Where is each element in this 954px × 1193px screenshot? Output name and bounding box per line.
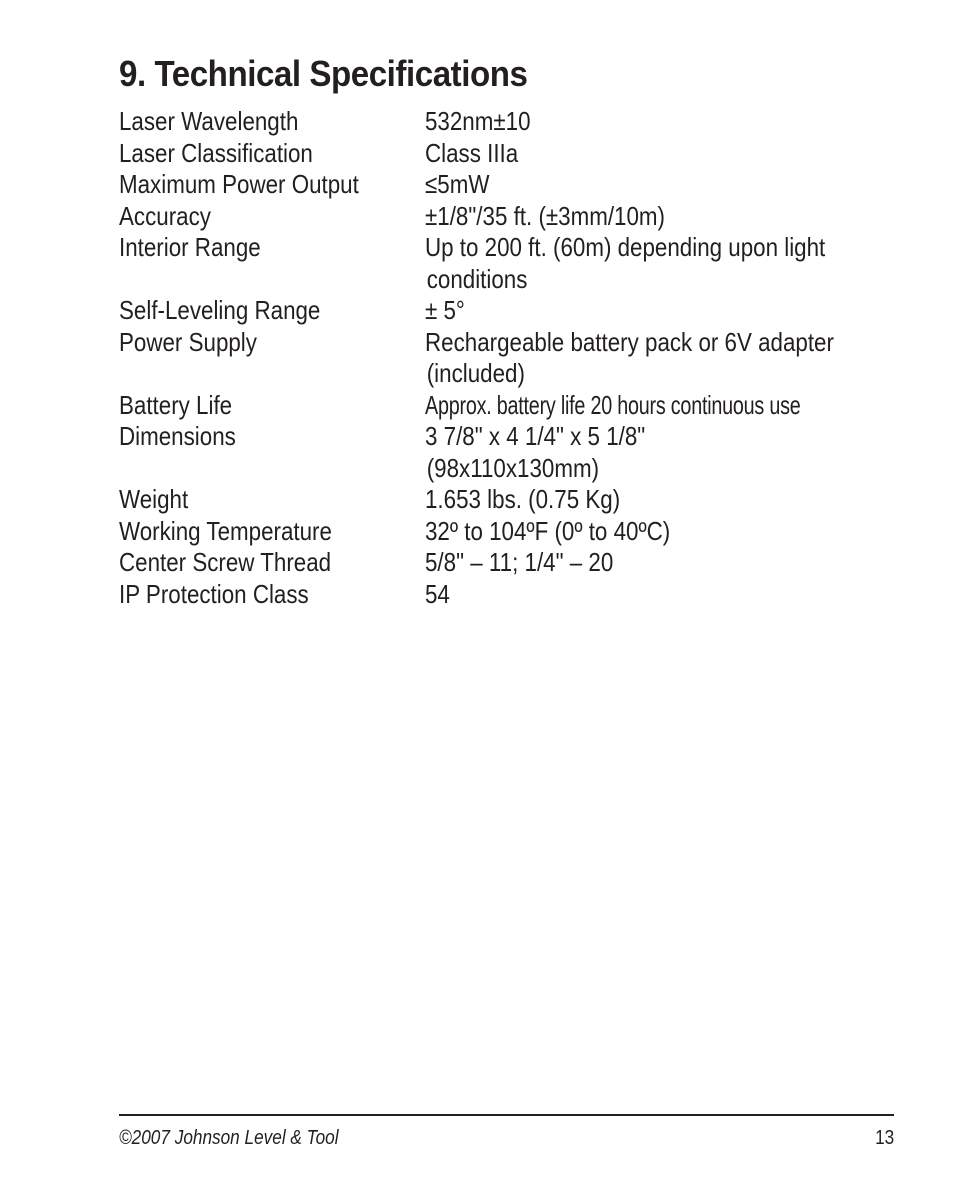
spec-value xyxy=(425,484,899,516)
spec-value-line: Up to 200 ft. (60m) depending upon light xyxy=(425,232,826,262)
spec-value-line: ≤5mW xyxy=(425,169,490,199)
spec-row-working-temperature xyxy=(119,516,899,548)
spec-value-line: 532nm±10 xyxy=(425,106,531,136)
spec-row-interior-range xyxy=(119,232,899,295)
spec-row-ip-protection-class xyxy=(119,579,899,611)
spec-value xyxy=(425,516,899,548)
spec-label: IP Protection Class xyxy=(119,578,309,609)
spec-value xyxy=(425,421,899,484)
spec-label: Interior Range xyxy=(119,232,261,262)
spec-value-line: (98x110x130mm) xyxy=(426,452,600,483)
spec-value-line: Approx. battery life 20 hours continuous use xyxy=(425,389,801,420)
spec-value xyxy=(425,579,899,611)
spec-value xyxy=(425,390,899,422)
spec-row-dimensions xyxy=(119,421,899,484)
spec-row-self-leveling-range xyxy=(119,295,899,327)
spec-value xyxy=(425,201,899,233)
footer-divider xyxy=(119,1114,894,1116)
spec-row-laser-classification xyxy=(119,138,899,170)
spec-value-line: ± 5° xyxy=(425,295,465,325)
spec-label: Accuracy xyxy=(119,200,211,231)
spec-row-maximum-power-output xyxy=(119,169,899,201)
footer-copyright: ©2007 Johnson Level & Tool xyxy=(119,1127,339,1149)
spec-label: Power Supply xyxy=(119,326,257,357)
spec-label: Maximum Power Output xyxy=(119,169,359,199)
spec-label: Laser Wavelength xyxy=(119,106,299,136)
spec-value xyxy=(425,138,899,170)
spec-label: Self-Leveling Range xyxy=(119,295,321,325)
spec-value xyxy=(425,169,899,201)
spec-value-line: ±1/8"/35 ft. (±3mm/10m) xyxy=(425,200,666,231)
spec-row-laser-wavelength xyxy=(119,106,899,138)
spec-value xyxy=(425,327,899,390)
spec-value-line: 5/8" – 11; 1/4" – 20 xyxy=(425,547,614,577)
spec-value-line: (included) xyxy=(426,358,525,388)
page-number: 13 xyxy=(874,1127,894,1149)
spec-row-power-supply xyxy=(119,327,899,390)
page-title: 9. Technical Specifications xyxy=(119,53,528,94)
spec-label: Laser Classification xyxy=(119,137,313,168)
spec-value-line: Rechargeable battery pack or 6V adapter xyxy=(425,326,834,357)
spec-value-line: 3 7/8" x 4 1/4" x 5 1/8" xyxy=(425,421,646,451)
spec-value-line: 54 xyxy=(425,578,450,609)
spec-table xyxy=(119,106,899,610)
spec-value xyxy=(425,106,899,138)
spec-label: Center Screw Thread xyxy=(119,547,332,577)
spec-value-line: Class IIIa xyxy=(425,137,519,168)
spec-row-accuracy xyxy=(119,201,899,233)
spec-value xyxy=(425,232,899,295)
spec-value xyxy=(425,547,899,579)
spec-value-line: 1.653 lbs. (0.75 Kg) xyxy=(425,484,621,514)
spec-row-center-screw-thread xyxy=(119,547,899,579)
spec-label: Weight xyxy=(119,484,189,514)
spec-value-line: 32º to 104ºF (0º to 40ºC) xyxy=(425,515,671,546)
spec-label: Working Temperature xyxy=(119,515,332,546)
spec-value xyxy=(425,295,899,327)
spec-value-line: conditions xyxy=(426,263,528,294)
spec-label: Dimensions xyxy=(119,421,236,451)
spec-row-weight xyxy=(119,484,899,516)
spec-row-battery-life xyxy=(119,390,899,422)
spec-label: Battery Life xyxy=(119,389,233,420)
